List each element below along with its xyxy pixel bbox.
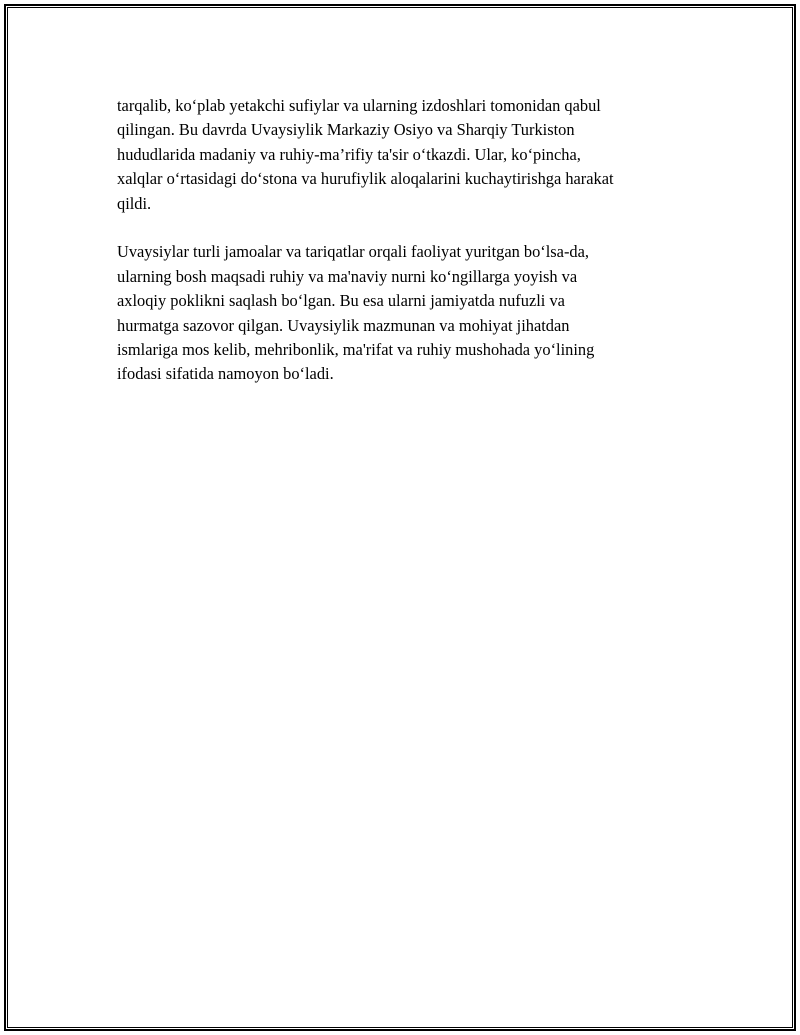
text-line: qildi. <box>117 193 152 213</box>
text-line: hurmatga sazovor qilgan. Uvaysiylik mazmunan va mohiyat jihatdan <box>117 315 570 335</box>
text-line: ularning bosh maqsadi ruhiy va ma'naviy nurni ko‘ngillarga yoyish va <box>117 266 578 286</box>
document-body <box>117 94 687 387</box>
text-line: ismlariga mos kelib, mehribonlik, ma'rifat va ruhiy mushohada yo‘lining <box>117 340 595 360</box>
paragraph-1 <box>117 94 687 216</box>
text-line: axloqiy poklikni saqlash bo‘lgan. Bu esa ularni jamiyatda nufuzli va <box>117 291 565 311</box>
text-line: qilingan. Bu davrda Uvaysiylik Markaziy Osiyo va Sharqiy Turkiston <box>117 120 575 140</box>
text-line: hududlarida madaniy va ruhiy-ma’rifiy ta'sir o‘tkazdi. Ular, ko‘pincha, <box>117 144 581 164</box>
text-line: xalqlar o‘rtasidagi do‘stona va hurufiylik aloqalarini kuchaytirishga harakat <box>117 169 614 189</box>
text-line: tarqalib, ko‘plab yetakchi sufiylar va ularning izdoshlari tomonidan qabul <box>117 96 601 115</box>
paragraph-2 <box>117 240 687 386</box>
text-line: Uvaysiylar turli jamoalar va tariqatlar orqali faoliyat yuritgan bo‘lsa-da, <box>117 242 589 262</box>
text-line: ifodasi sifatida namoyon bo‘ladi. <box>117 364 334 384</box>
